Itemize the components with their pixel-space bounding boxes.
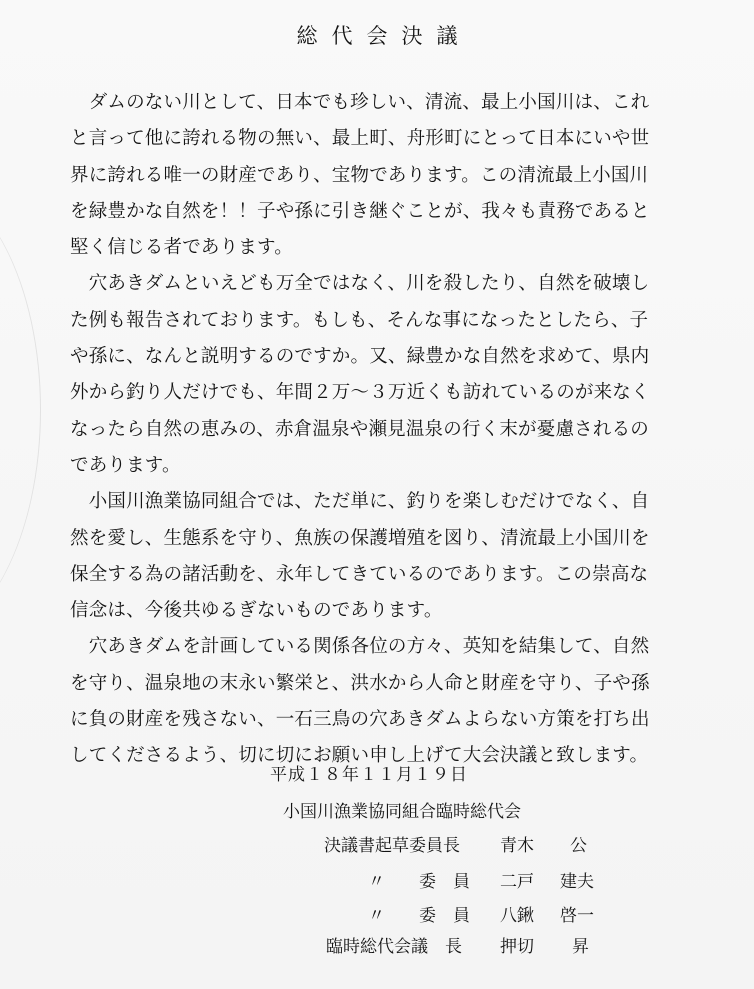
body-line: 小国川漁業協同組合では、ただ単に、釣りを楽しむだけでなく、自 <box>70 491 650 513</box>
body-line: 外から釣り人だけでも、年間２万〜３万近くも訪れているのが来なく <box>70 382 650 404</box>
organization-name: 小国川漁業協同組合臨時総代会 <box>283 802 521 822</box>
body-line: と言って他に誇れる物の無い、最上町、舟形町にとって日本にいや世 <box>70 128 650 150</box>
signer-role: 決議書起草委員長 <box>324 836 460 856</box>
body-line: 信念は、今後共ゆるぎないものであります。 <box>70 600 443 622</box>
signer-given-name: 建夫 <box>560 872 594 892</box>
paper-crease <box>0 180 41 640</box>
body-line: してくださるよう、切に切にお願い申し上げて大会決議と致します。 <box>70 745 649 767</box>
signer-row <box>0 835 754 857</box>
signer-surname: 八鍬 <box>500 906 534 926</box>
body-line: 然を愛し、生態系を守り、魚族の保護増殖を図り、清流最上小国川を <box>70 527 650 549</box>
signer-row <box>0 905 754 927</box>
body-line: や孫に、なんと説明するのですか。又、緑豊かな自然を求めて、県内 <box>70 346 650 368</box>
signer-row <box>0 871 754 893</box>
signer-row <box>0 936 754 958</box>
signer-given-name: 公 <box>570 836 587 856</box>
body-line: に負の財産を残さない、一石三鳥の穴あきダムよらない方策を打ち出 <box>70 709 650 731</box>
signer-role: 〃 委 員 <box>368 872 470 892</box>
body-line: 堅く信じる者であります。 <box>70 237 293 259</box>
signer-given-name: 啓一 <box>560 906 594 926</box>
signer-given-name: 昇 <box>572 937 589 957</box>
signer-surname: 二戸 <box>500 872 534 892</box>
resolution-body <box>70 85 690 775</box>
body-line: 界に誇れる唯一の財産であり、宝物であります。この清流最上小国川 <box>70 164 649 186</box>
body-line: ダムのない川として、日本でも珍しい、清流、最上小国川は、これ <box>70 92 650 113</box>
document-title: 総代会決議 <box>296 24 472 48</box>
body-line: 穴あきダムを計画している関係各位の方々、英知を結集して、自然 <box>70 636 650 658</box>
signer-role: 臨時総代会議 長 <box>326 937 462 957</box>
body-line: 穴あきダムといえども万全ではなく、川を殺したり、自然を破壊し <box>70 273 650 295</box>
body-line: なったら自然の恵みの、赤倉温泉や瀬見温泉の行く末が憂慮されるの <box>70 418 649 440</box>
body-line: を緑豊かな自然を！！子や孫に引き継ぐことが、我々も責務であると <box>70 200 650 222</box>
body-line: 保全する為の諸活動を、永年してきているのであります。この崇高な <box>70 563 649 585</box>
signer-role: 〃 委 員 <box>368 906 470 926</box>
body-line: た例も報告されております。もしも、そんな事になったとしたら、子 <box>70 309 649 331</box>
resolution-date: 平成１８年１１月１９日 <box>270 765 468 785</box>
signer-surname: 青木 <box>500 836 534 856</box>
body-line: を守り、温泉地の末永い繁栄と、洪水から人命と財産を守り、子や孫 <box>70 672 650 694</box>
signer-surname: 押切 <box>500 937 534 957</box>
body-line: であります。 <box>70 454 181 476</box>
